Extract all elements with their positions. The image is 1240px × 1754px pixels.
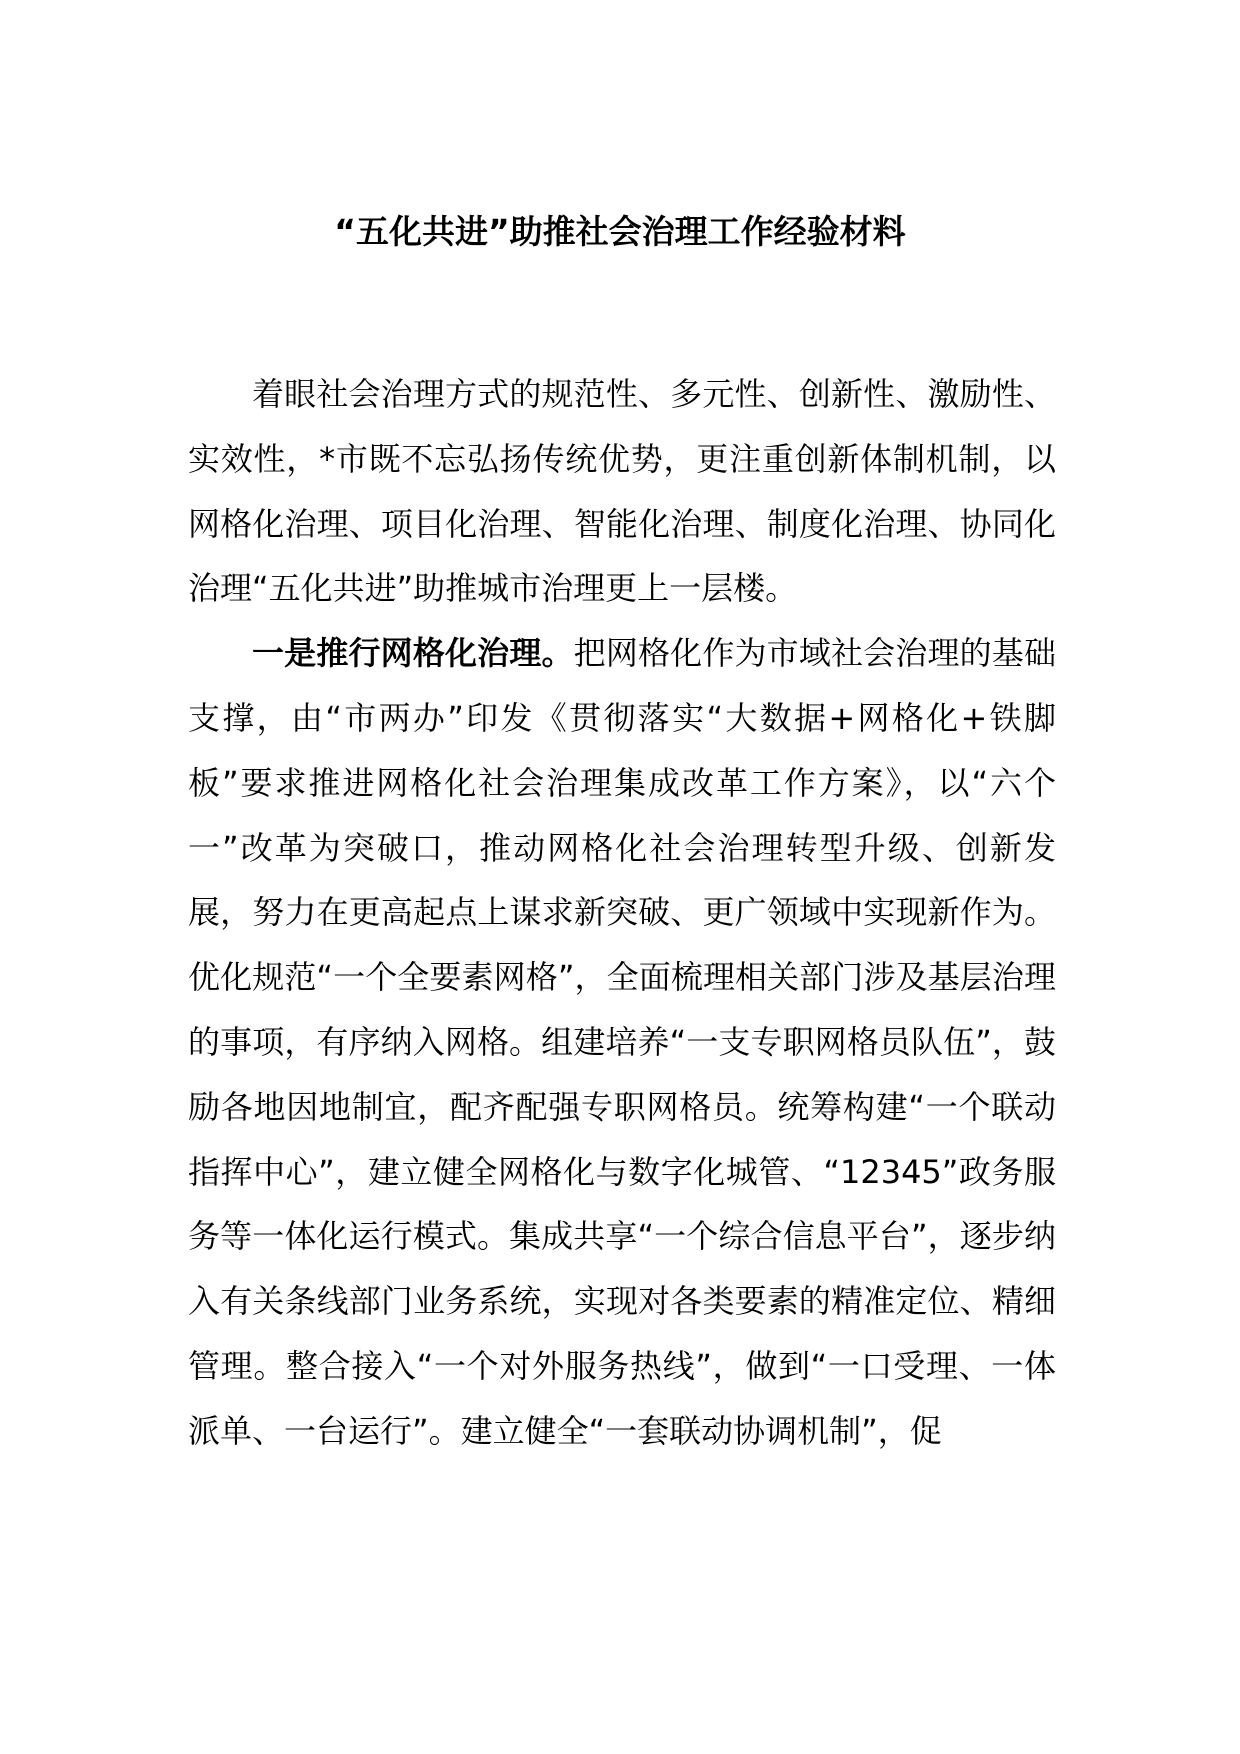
paragraph-lead-heading: 一是推行网格化治理。 <box>252 634 574 673</box>
paragraph-grid-governance-text: 把网格化作为市域社会治理的基础支撑，由“市两办”印发《贯彻落实“大数据+网格化+铁脚板”要求推进网格化社会治理集成改革工作方案》，以“六个一”改革为突破口，推动网格化社会治理转型升级、创新发展，努力在更高起点上谋求新突破、更广领域中实现新作为。优化规范“一个全要素网格”，全面梳理相关部门涉及基层治理的事项，有序纳入网格。组建培养“一支专职网格员队伍”，鼓励各地因地制宜，配齐配强专职网格员。统筹构建“一个联动指挥中心”，建立健全网格化与数字化城管、“12345”政务服务等一体化运行模式。集成共享“一个综合信息平台”，逐步纳入有关条线部门业务系统，实现对各类要素的精准定位、精细管理。整合接入“一个对外服务热线”，做到“一口受理、一体派单、一台运行”。建立健全“一套联动协调机制”，促 <box>188 634 1056 1450</box>
document-body <box>188 362 1056 1464</box>
paragraph-intro-text: 着眼社会治理方式的规范性、多元性、创新性、激励性、实效性，*市既不忘弘扬传统优势，更注重创新体制机制，以网格化治理、项目化治理、智能化治理、制度化治理、协同化治理“五化共进”助推城市治理更上一层楼。 <box>188 375 1056 608</box>
paragraph-grid-governance <box>188 621 1056 1463</box>
paragraph-intro <box>188 362 1056 621</box>
document-title: “五化共进”助推社会治理工作经验材料 <box>334 212 906 251</box>
